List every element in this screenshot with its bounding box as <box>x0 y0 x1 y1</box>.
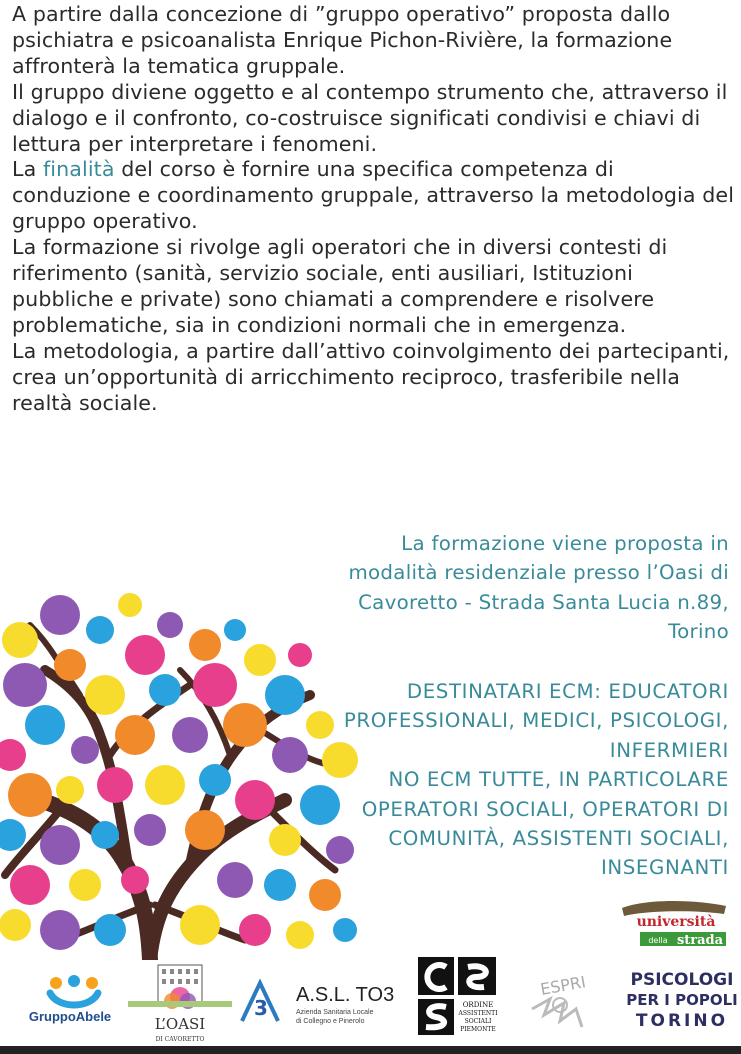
asl-sub1: Azienda Sanitaria Locale <box>296 1009 374 1016</box>
universita-text: università <box>636 914 716 930</box>
course-description <box>12 2 734 417</box>
partner-logos <box>0 955 741 1045</box>
purpose-prefix: La <box>12 157 43 182</box>
asl-to3-logo <box>238 977 400 1027</box>
asl-title: A.S.L. TO3 <box>296 984 395 1006</box>
asl-sub2: di Collegno e Pinerolo <box>296 1018 365 1025</box>
purpose-highlight: finalità <box>42 157 115 182</box>
methodology-paragraph: La metodologia, a partire dall’attivo coinvolgimento dei partecipanti, crea un’opportunità di arricchimento reciproco, trasferibile nella realtà sociale. <box>12 338 730 415</box>
location-info <box>309 529 729 647</box>
intro-paragraph: A partire dalla concezione di ”gruppo operativo” proposta dallo psichiatra e psicoanalista Enrique Pichon-Rivière, la formazione affronterà la tematica gruppale. <box>12 2 673 78</box>
gruppo-abele-text: GruppoAbele <box>28 1009 112 1024</box>
ordine-line2: ASSISTENTI <box>458 1010 498 1017</box>
ordine-line1: ORDINE <box>462 1001 494 1009</box>
recipients-info <box>309 677 729 883</box>
psicologi-line1: PSICOLOGI <box>630 970 734 990</box>
non-ecm-recipients: NO ECM TUTTE, IN PARTICOLARE OPERATORI SOCIALI, OPERATORI DI COMUNITÀ, ASSISTENTI SOCIALI, INSEGNANTI <box>361 768 729 880</box>
espri-text: ESPRI <box>538 972 588 999</box>
ordine-line3: SOCIALI <box>464 1018 492 1025</box>
strada-text: strada <box>676 933 724 948</box>
oasi-text: L’OASI <box>154 1015 206 1033</box>
ordine-line4: PIEMONTE <box>460 1026 496 1033</box>
oasi-logo <box>124 961 236 1047</box>
oasi-subtext: DI CAVORETTO <box>155 1036 205 1043</box>
psicologi-per-i-popoli-logo <box>626 965 738 1037</box>
purpose-paragraph <box>12 157 734 235</box>
ordine-assistenti-sociali-logo <box>418 957 504 1037</box>
della-text: della <box>648 936 668 945</box>
gruppo-abele-logo <box>18 973 128 1025</box>
ecm-recipients: DESTINATARI ECM: EDUCATORI PROFESSIONALI, MEDICI, PSICOLOGI, INFERMIERI <box>343 680 729 762</box>
tree-leaves <box>0 593 358 950</box>
audience-paragraph: La formazione si rivolge agli operatori che in diversi contesti di riferimento (sanità, servizio sociale, enti ausiliari, Istituzioni pubbliche e private) sono chiamati a comprendere e risolvere problematiche, sia in condizioni normali che in emergenza. <box>12 235 668 337</box>
universita-della-strada-logo <box>618 898 730 950</box>
espri-logo <box>520 969 608 1033</box>
svg-text:3: 3 <box>254 996 268 1020</box>
location-text: La formazione viene proposta in modalità residenziale presso l’Oasi di Cavoretto - Strada Santa Lucia n.89, Torino <box>348 532 729 644</box>
group-paragraph: Il gruppo diviene oggetto e al contempo strumento che, attraverso il dialogo e il confronto, co-costruisce significati condivisi e chiavi di lettura per interpretare i fenomeni. <box>12 79 728 156</box>
bottom-bar <box>0 1046 741 1054</box>
purpose-text: del corso è fornire una specifica competenza di conduzione e coordinamento gruppale, attraverso la metodologia del gruppo operativo. <box>12 157 735 234</box>
psicologi-line2: PER I POPOLI <box>626 991 738 1009</box>
colorful-tree-illustration <box>0 585 360 960</box>
psicologi-line3: TORINO <box>635 1011 729 1031</box>
